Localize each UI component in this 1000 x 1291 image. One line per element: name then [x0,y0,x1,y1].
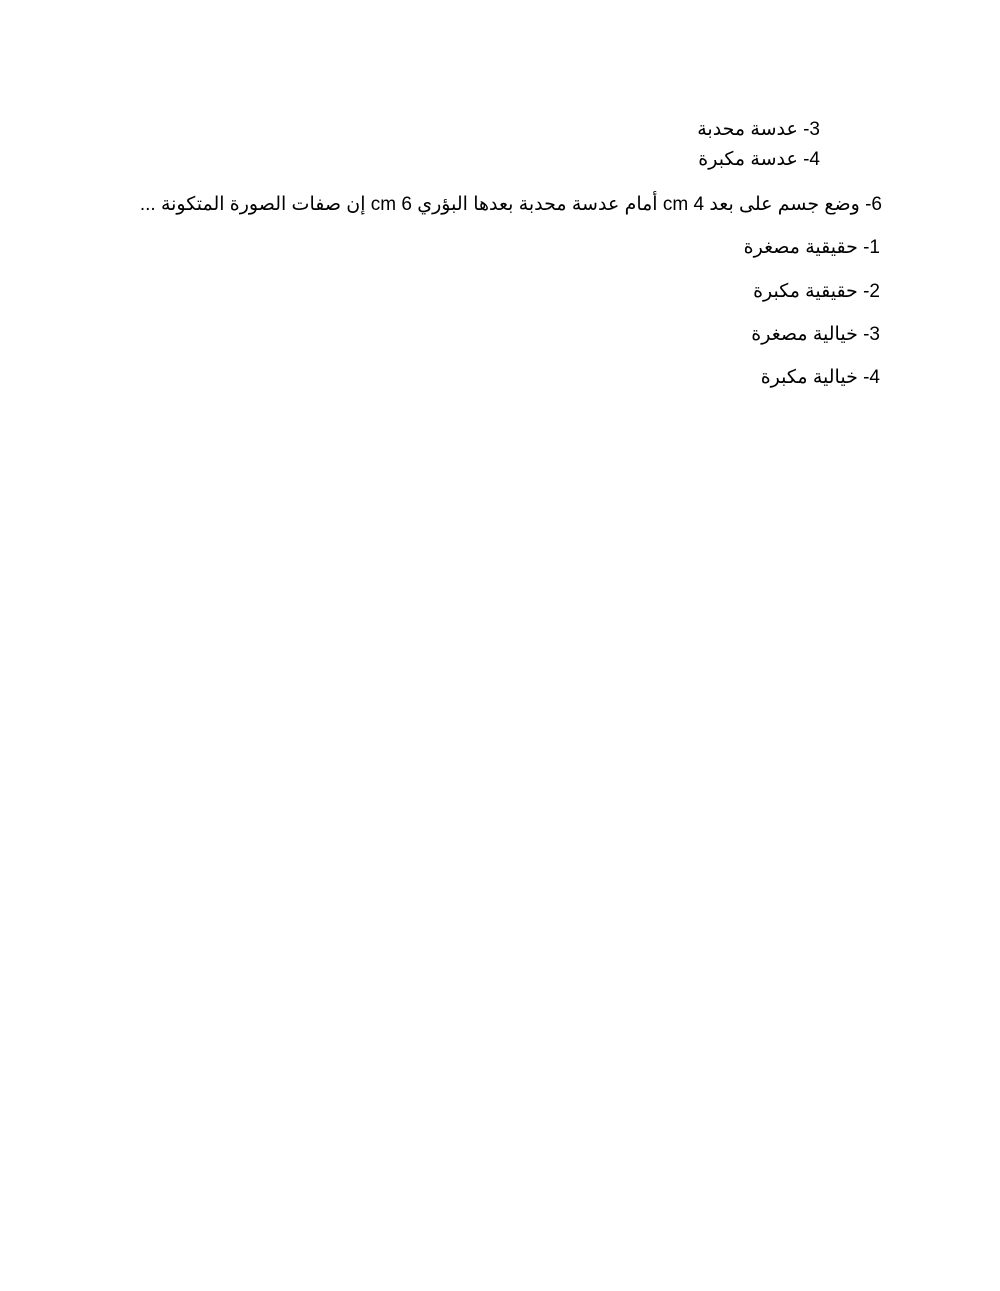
question-6-text: 6- وضع جسم على بعد 4 cm أمام عدسة محدبة بعدها البؤري 6 cm إن صفات الصورة المتكونة ... [139,194,882,215]
previous-question-option-4: 4- عدسة مكبرة [698,149,820,170]
previous-question-option-3: 3- عدسة محدبة [697,119,820,140]
question-6-option-1: 1- حقيقية مصغرة [743,237,880,258]
question-6-option-4: 4- خيالية مكبرة [760,367,880,388]
question-6-option-2: 2- حقيقية مكبرة [753,281,880,302]
question-6-option-3: 3- خيالية مصغرة [751,324,880,345]
